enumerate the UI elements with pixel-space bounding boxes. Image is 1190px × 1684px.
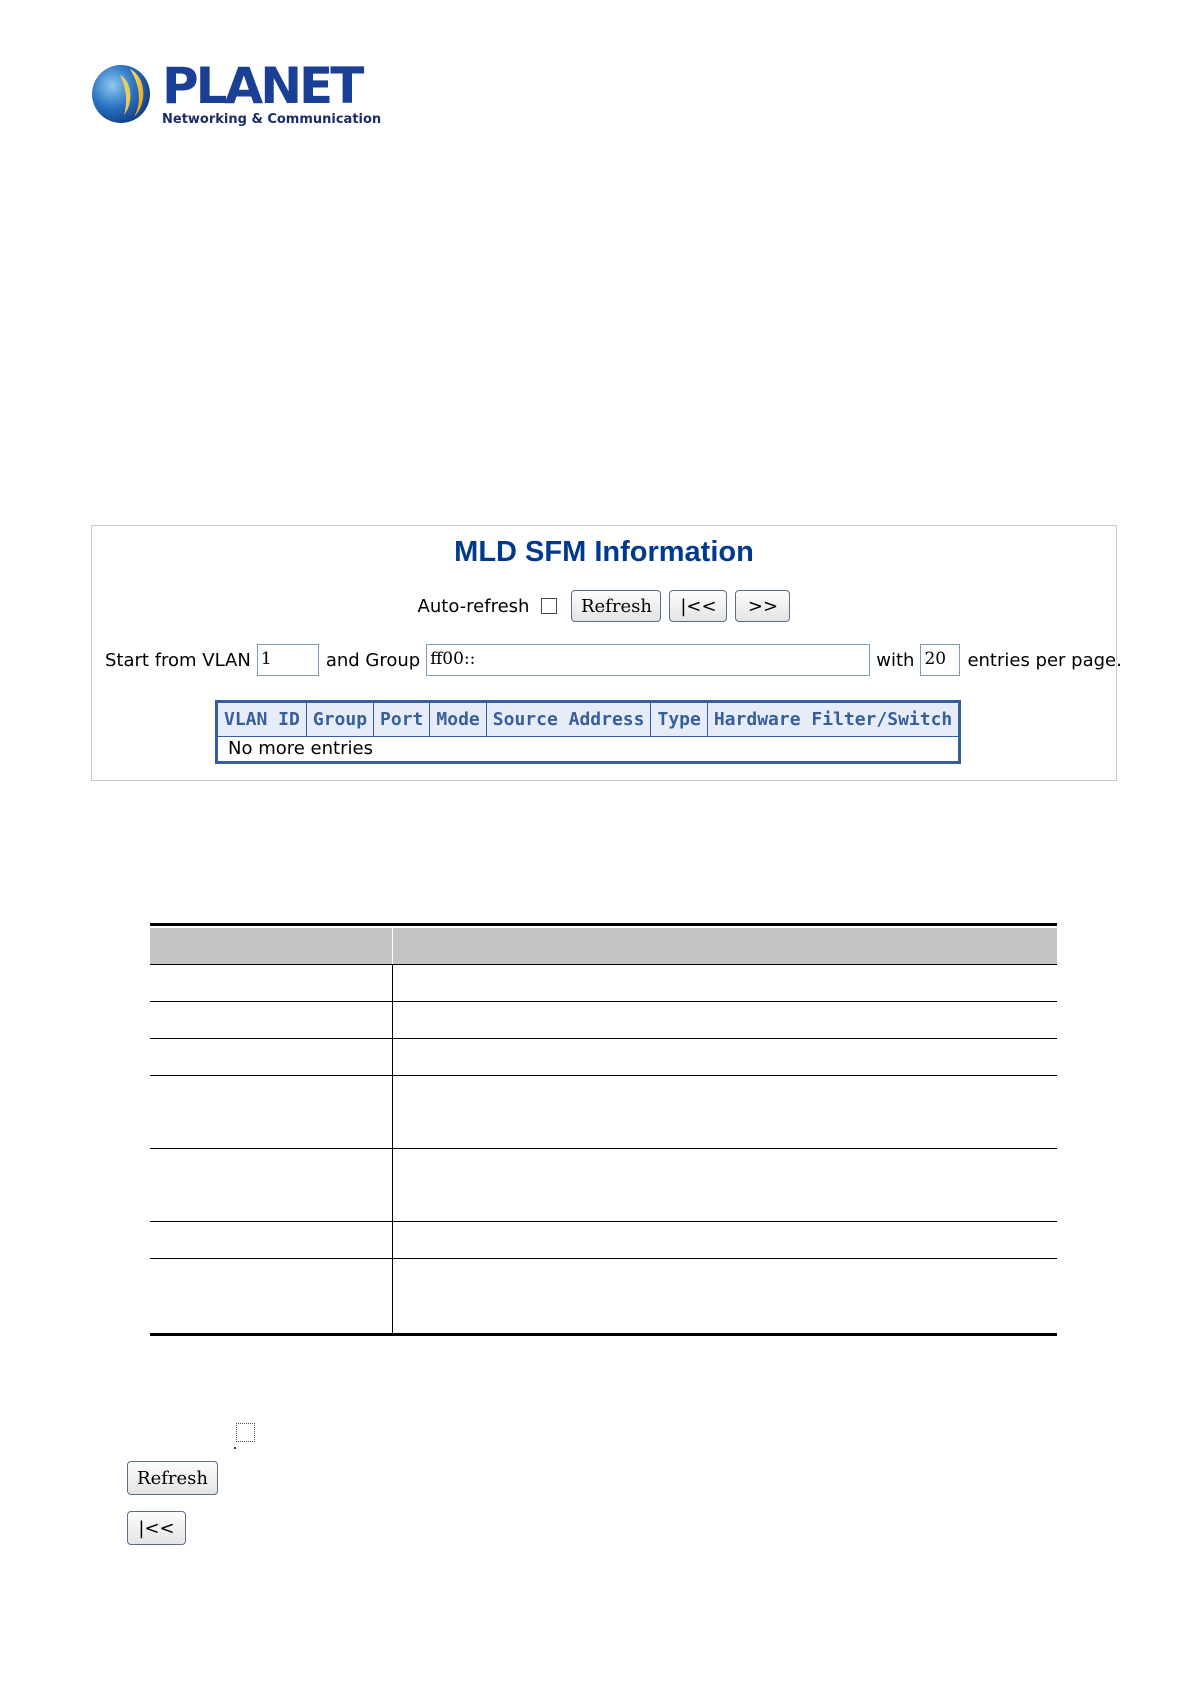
filter-row (105, 644, 1122, 676)
col-hardware-filter-switch: Hardware Filter/Switch (707, 702, 959, 737)
col-type: Type (651, 702, 707, 737)
table-row (150, 1149, 1057, 1222)
brand-name: PLANET (162, 57, 362, 115)
auto-refresh-checkbox-reference[interactable] (236, 1423, 255, 1442)
table-row (150, 1259, 1057, 1333)
mld-sfm-panel (91, 525, 1122, 781)
decorative-dot (234, 1447, 236, 1449)
entries-per-page-label: entries per page. (967, 649, 1122, 671)
entries-input[interactable]: 20 (920, 644, 960, 676)
empty-message: No more entries (217, 737, 960, 763)
page-title: MLD SFM Information (454, 536, 754, 568)
description-table (150, 923, 1057, 1336)
refresh-controls (92, 588, 1116, 624)
first-page-button[interactable]: |<< (669, 590, 727, 622)
table-bottom-rule (150, 1333, 1057, 1336)
header-object-cell (150, 928, 393, 965)
col-group: Group (306, 702, 373, 737)
brand-tagline: Networking & Communication (162, 112, 382, 127)
first-page-button-reference[interactable]: |<< (127, 1511, 186, 1545)
start-from-vlan-label: Start from VLAN (105, 649, 251, 671)
refresh-button-reference[interactable]: Refresh (127, 1461, 218, 1495)
globe-icon (90, 63, 152, 125)
header-description-cell (393, 928, 1058, 965)
planet-logo (90, 57, 382, 130)
col-mode: Mode (430, 702, 486, 737)
table-row (150, 1076, 1057, 1149)
col-port: Port (374, 702, 430, 737)
description-header-row (150, 928, 1057, 965)
table-row (150, 965, 1057, 1002)
refresh-button[interactable]: Refresh (571, 590, 661, 622)
group-input[interactable]: ff00:: (426, 644, 870, 676)
col-vlan-id: VLAN ID (217, 702, 307, 737)
vlan-input[interactable]: 1 (257, 644, 319, 676)
with-label: with (876, 649, 915, 671)
auto-refresh-label: Auto-refresh (417, 595, 530, 617)
table-row (217, 737, 960, 763)
sfm-table (215, 700, 961, 764)
auto-refresh-checkbox[interactable] (541, 598, 557, 614)
table-row (150, 1222, 1057, 1259)
table-row (150, 1002, 1057, 1039)
col-source-address: Source Address (486, 702, 651, 737)
table-row (150, 1039, 1057, 1076)
next-page-button[interactable]: >> (735, 590, 790, 622)
and-group-label: and Group (325, 649, 421, 671)
table-header-row (217, 702, 960, 737)
